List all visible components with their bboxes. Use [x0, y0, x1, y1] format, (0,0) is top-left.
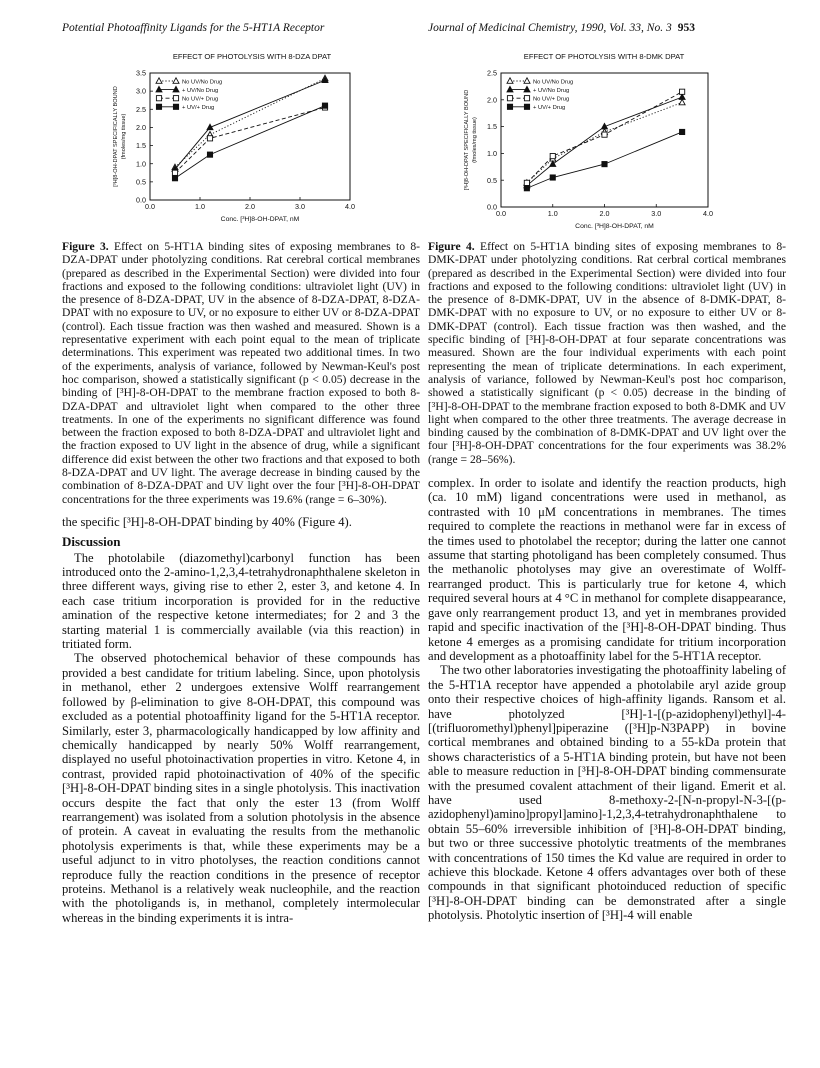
legend-marker [507, 78, 513, 84]
discussion-paragraph-2: The observed photochemical behavior of these compounds has provided a best candidate for tritium labeling. Since, upon photolysis in methanol, ether 2 undergoes extensive Wolff rearrangement followed by β-elimination to give 8-OH-DPAT, this compound was excluded as a potential photoaffinity ligand for the 5-HT1A receptor. Similarly, ester 3, pharmacologically handicapped by low affinity and chemically handicapped by nearly 50% Wolff rearrangement, displayed no useful photoinactivation properties in vitro. Ketone 4, in contrast, provided rapid photoinactivation of 40% of the specific [³H]-8-OH-DPAT binding sites in a single photolysis. This inactivation occurs despite the fact that only the ester 13 (from Wolff rearrangement) was isolated from a solution photolysis in the absence of protein. A caveat in evaluating the results from the methanolic photolysis experiments is that, while these experiments may be a useful adjunct to in vitro photolyses, the reaction conditions cannot reproduce fully the reaction conditions in the presence of receptor proteins. Methanol is a relatively weak nucleophile, and the reaction with the photoligands is, in methanol, completely intermolecular whereas in the binding experiments it is intra- [62, 651, 420, 925]
continuation-paragraph: the specific [³H]-8-OH-DPAT binding by 40% (Figure 4). [62, 514, 352, 529]
legend-label: + UV/No Drug [182, 87, 219, 94]
x-axis-label: Conc. [³H]8-OH-DPAT, nM [575, 223, 654, 230]
x-tick-label: 4.0 [703, 209, 713, 218]
data-point [550, 175, 555, 180]
legend-label: + UV/No Drug [533, 87, 570, 94]
figure-3-caption [62, 240, 420, 506]
legend-label: No UV/No Drug [182, 79, 223, 86]
journal-citation: Journal of Medicinal Chemistry, 1990, Vol. 33, No. 3 [428, 22, 672, 34]
data-point [680, 129, 685, 134]
y-tick-label: 0.5 [487, 175, 497, 185]
x-tick-label: 1.0 [547, 209, 558, 218]
legend-marker [507, 96, 512, 101]
legend-marker [156, 96, 161, 101]
plot-frame [150, 73, 350, 200]
discussion-paragraph-1: The photolabile (diazomethyl)carbonyl function has been introduced onto the 2-amino-1,2,3,4-tetrahydronaphthalene skeleton in three different ways, giving rise to ether 2, ester 3, and ketone 4. In each case tritium incorporation is provided for in the reductive amination of the respective ketone intermediates; for 2 and 3 the starting material 1 is commercially available (via this reaction) in tritiated form. [62, 550, 420, 652]
figure-4-label: Figure 4. [428, 240, 475, 253]
legend-marker [173, 104, 178, 109]
right-paragraph-2: The two other laboratories investigating the photoaffinity labeling of the 5-HT1A receptor have appended a photolabile aryl azide group onto their respective choices of high-affinity ligands. Ransom et al. have photolyzed [³H]-1-[(p-azidophenyl)ethyl]-4-[(trifluoromethyl)phenyl]piperazine ([³H]p-N3PAPP) in bovine cortical membranes and obtained binding to a 55-kDa protein that shows characteristics of a 5-HT1A binding protein, but have not been able to measure reduction in [³H]-8-OH-DPAT binding commensurate with the presumed covalent attachment of their ligand. Emerit et al. have used 8-methoxy-2-[N-n-propyl-N-3-[(p-azidophenyl)amino]propyl]amino]-1,2,3,4-tetrahydronaphthalene to obtain 55–60% irreversible inhibition of [³H]-8-OH-DPAT binding, but two or three successive photolytic treatments of the membranes with concentrations of 150 times the Kd value are required in order to achieve this blockade. Ketone 4 offers advantages over both of these compounds in that significant photoinduced reduction of specific [³H]-8-OH-DPAT binding can be demonstrated after a single photolysis. Photolytic insertion of [³H]-4 will enable [428, 663, 787, 923]
y-axis-sublabel: (fmoles/mg tissue) [121, 113, 127, 160]
data-point [524, 186, 529, 191]
chart-title: EFFECT OF PHOTOLYSIS WITH 8-DMK DPAT [523, 52, 685, 61]
legend-label: No UV/+ Drug [182, 96, 219, 103]
legend-label: + UV/+ Drug [533, 105, 566, 112]
figure-3-chart [62, 48, 420, 236]
y-axis-label: [³H]8-OH-DPAT SPECIFICALLY BOUND [113, 86, 119, 187]
y-tick-label: 0.0 [136, 195, 146, 205]
x-tick-label: 3.0 [651, 209, 662, 218]
y-tick-label: 1.5 [487, 122, 497, 132]
x-tick-label: 0.0 [496, 209, 506, 218]
figure-3-label: Figure 3. [62, 240, 109, 253]
data-point [602, 132, 607, 137]
legend-marker [524, 96, 529, 101]
right-column [428, 240, 786, 923]
x-tick-label: 2.0 [245, 202, 255, 211]
legend-marker [156, 104, 161, 109]
y-tick-label: 1.0 [487, 149, 497, 158]
chart-title: EFFECT OF PHOTOLYSIS WITH 8-DZA DPAT [172, 52, 332, 61]
left-column [62, 240, 420, 925]
discussion-heading: Discussion [62, 534, 121, 550]
y-axis-label: [³H]8-OH-DPAT SPECIFICALLY BOUND [464, 89, 470, 191]
running-header-right [428, 22, 695, 34]
legend-label: No UV/+ Drug [533, 96, 570, 103]
data-point [550, 153, 555, 158]
y-tick-label: 1.0 [136, 159, 146, 169]
legend-marker [507, 104, 512, 109]
y-tick-label: 2.0 [136, 123, 146, 133]
legend-label: No UV/No Drug [533, 79, 574, 86]
legend-label: + UV/+ Drug [182, 105, 215, 112]
page-number: 953 [677, 22, 695, 34]
data-point [679, 99, 685, 105]
x-tick-label: 4.0 [345, 202, 355, 211]
y-tick-label: 3.5 [136, 68, 146, 78]
series-line-1 [527, 102, 682, 182]
data-point [172, 170, 177, 175]
data-point [322, 103, 327, 108]
y-tick-label: 3.0 [136, 86, 146, 96]
figure-4-chart [428, 48, 786, 236]
x-tick-label: 1.0 [195, 202, 205, 211]
data-point [602, 162, 607, 167]
data-point [172, 176, 177, 181]
figure-4-caption [428, 240, 786, 466]
data-point [524, 180, 529, 185]
figure-4-caption-text: Effect on 5-HT1A binding sites of exposing membranes to 8-DMK-DPAT under photolyzing conditions. Rat cerbral cortical membranes (prepared as described in the Experimental Section) were divided into four fractions and exposed to the following conditions: ultraviolet light (UV) in the presence of 8-DMK-DPAT, UV in the absence of 8-DMK-DPAT, 8-DMK-DPAT with no exposure to UV, or no exposure to either UV or 8-DMK-DPAT (control). Each tissue fraction was then washed, and the specific binding of [³H]-8-OH-DPAT at four separate concentrations was measured. Shown are the four individual experiments with each point representing the mean of triplicate determinations. In each experiment, analysis of variance, followed by Newman-Keul's post hoc comparison, showed a statistically significant (p < 0.05) decrease in the binding of [³H]-8-OH-DPAT to the membrane fraction exposed to both 8-DMK and UV light when compared to the other three treatments. The average decrease in binding caused by the combination of 8-DMK-DPAT and UV light over the four [³H]-8-OH-DPAT concentrations for the four experiments was 38.2% (range = 28–56%). [428, 240, 786, 466]
x-axis-label: Conc. [³H]8-OH-DPAT, nM [220, 216, 300, 223]
figure-3-caption-text: Effect on 5-HT1A binding sites of exposing membranes to 8-DZA-DPAT under photolyzing conditions. Rat cerebral cortical membranes (prepared as described in the Experimental Section) were divided into four fractions and exposed to the following conditions: ultraviolet light (UV) in the presence of 8-DZA-DPAT, UV in the absence of 8-DZA-DPAT, 8-DZA-DPAT with no exposure to UV, or no exposure to either UV or 8-DZA-DPAT (control). Each tissue fraction was then washed and measured. Shown is a representative experiment with each point equal to the mean of triplicate determinations. This experiment was repeated two additional times. In two of the experiments, analysis of variance, followed by Newman-Keul's post hoc comparison, showed a statistically significant (p < 0.05) decrease in the binding of [³H]-8-OH-DPAT to the membrane fraction exposed to both 8-DZA-DPAT and ultraviolet light when compared to the other three treatments. In one of the experiments no significant difference was found between the fraction exposed to both 8-DZA-DPAT and ultraviolet light and the fraction exposed to UV light in the absence of drug, while a significant difference did exist between the other two fractions and that exposed to both 8-DZA-DPAT and UV light. The average decrease in binding caused by the combination of 8-DZA-DPAT and UV light over the four [³H]-8-OH-DPAT concentrations for the three experiments was 19.6% (range = 6–30%). [62, 240, 420, 506]
legend-marker [156, 78, 162, 84]
right-paragraph-1: complex. In order to isolate and identify the reaction products, high (ca. 10 mM) ligand concentrations were used in methanol, as contrasted with 10 μM concentrations in membranes. The times required to complete the reactions in methanol were far in excess of the times used to photolabel the receptor; during the latter one cannot assume that starting photoligand has been completely consumed. Thus the methanolic photolyses may give an overestimate of Wolff-rearranged product. This is particularly true for ketone 4, which required several hours at 4 °C in methanol for complete disappearance, gave only rearrangement product 13, and yet in membranes provided rapid and specific inactivation of the [³H]-8-OH-DPAT binding. Thus ketone 4 emerges as a promising candidate for tritium incorporation and development as a photoaffinity label for the 5-HT1A receptor. [428, 476, 786, 663]
legend-marker [524, 104, 529, 109]
y-tick-label: 2.5 [136, 104, 146, 114]
y-tick-label: 2.0 [487, 95, 497, 105]
y-tick-label: 2.5 [487, 68, 497, 78]
running-header-left: Potential Photoaffinity Ligands for the 5-HT1A Receptor [62, 22, 325, 34]
figure-3-svg [62, 48, 420, 236]
y-tick-label: 0.0 [487, 202, 497, 212]
figure-4-svg [428, 48, 786, 236]
x-tick-label: 2.0 [599, 209, 610, 218]
y-tick-label: 0.5 [136, 177, 146, 187]
legend-marker [173, 96, 178, 101]
data-point [207, 136, 212, 141]
legend-marker [524, 78, 530, 84]
data-point [550, 161, 556, 167]
y-tick-label: 1.5 [136, 141, 146, 151]
x-tick-label: 0.0 [145, 202, 155, 211]
legend-marker [173, 78, 179, 84]
y-axis-sublabel: (fmoles/mg tissue) [472, 117, 478, 163]
data-point [207, 152, 212, 157]
data-point [680, 89, 685, 94]
x-tick-label: 3.0 [295, 202, 305, 211]
